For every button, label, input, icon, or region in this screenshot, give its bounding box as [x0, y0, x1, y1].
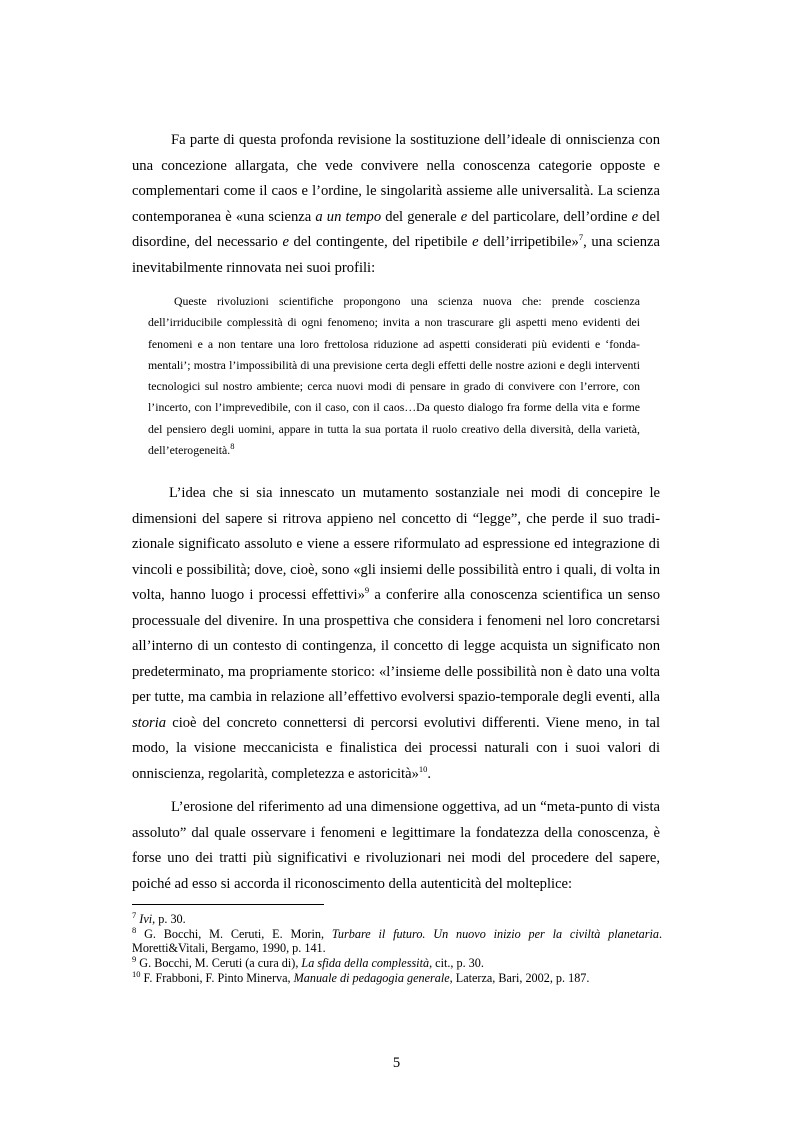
footnote-9: $^9$ G. Bocchi, M. Ceruti (a cura di), La sfida della complessità, cit., p. 30. [132, 954, 484, 971]
paragraph-3: L’erosione del riferimento ad una dimensione oggettiva, ad un “meta-punto di vista assoluto” dal quale osservare i fenomeni e legittimare la fondatezza della conoscenza, è forse uno dei tratti più significativi e rivoluzionari nei modi del procedere del sapere, poiché ad esso si accorda il riconoscimento della autenticità del molteplice: [132, 799, 660, 892]
page-body [132, 128, 660, 905]
page-number: 5 [392, 1055, 401, 1071]
footnote-7: $^7$ Ivi, p. 30. [132, 909, 186, 926]
footnote-8: $^8$ G. Bocchi, M. Ceruti, E. Morin, Turbare il futuro. Un nuovo inizio per la civiltà planetaria. Moretti&Vitali, Bergamo, 1990, p. 141. [132, 924, 662, 956]
paragraph-2: L’idea che si sia innescato un mutamento sostanziale nei modi di concepire le dimensioni del sapere si ritrova appieno nel concetto di “legge”, che perde il suo tradi-zionale significato assoluto e viene a essere riformulato ad espressione ed integrazione di vincoli e possibilità; dove, cioè, sono «gli insiemi delle possibilità entro i quali, di volta in volta, hanno luogo i processi effettivi»$^9$ a conferire alla conoscenza scientifica un senso processuale del divenire. In una prospettiva che considera i fenomeni nel loro concretarsi all’interno di un contesto di contingenza, il concetto di legge acquista un significato non predeterminato, ma propriamente storico: «l’insieme delle possibilità non è dato una volta per tutte, ma cambia in relazione all’effettivo evolversi spazio-temporale degli eventi, alla storia cioè del concreto connettersi di percorsi evolutivi differenti. Viene meno, in tal modo, la visione meccanicista e finalistica dei processi naturali con i suoi valori di onniscienza, regolarità, completezza e astoricità»$^{10}$. [132, 485, 661, 782]
footnote-10: $^{10}$ F. Frabboni, F. Pinto Minerva, Manuale di pedagogia generale, Laterza, Bari, 2002, p. 187. [132, 968, 590, 985]
footnote-ref-10: 10 [418, 764, 428, 775]
footnotes [132, 909, 662, 986]
block-quote: Queste rivoluzioni scientifiche propongono una scienza nuova che: prende coscienza dell’irriducibile complessità di ogni fenomeno; invita a non trascurare gli aspetti meno evidenti dei fenomeni e a non tentare una loro frettolosa riduzione ad aspetti considerati più evidenti e ‘fonda-mentali’; mostra l’impossibilità di una previsione certa degli effetti delle nostre azioni e degli interventi tecnologici sul nostro ambiente; cerca nuovi modi di pensare in grado di convivere con l’errore, con l’incerto, con l’imprevedibile, con il caso, con il caos…Da questo dialogo fra forme della vita e forme del pensiero degli uomini, appare in tutta la sua portata il ruolo creativo della diversità, della varietà, dell’eterogeneità.$^8$ [148, 294, 640, 458]
paragraph-1: Fa parte di questa profonda revisione la sostituzione dell’ideale di onniscienza con una concezione allargata, che vede convivere nella conoscenza categorie opposte e complementari come il caos e l’ordine, le singolarità assieme alle universalità. La scienza contemporanea è «una scienza a un tempo del generale e del particolare, dell’ordine e del disordine, del necessario e del contingente, del ripetibile e dell’irripetibile»$^7$, una scienza inevitabilmente rinnovata nei suoi profili: [132, 132, 661, 276]
footnote-ref-9: 9 [364, 585, 370, 596]
footnote-separator [132, 904, 324, 905]
footnote-ref-8: 8 [230, 441, 235, 452]
footnote-ref-7: 7 [578, 232, 584, 243]
